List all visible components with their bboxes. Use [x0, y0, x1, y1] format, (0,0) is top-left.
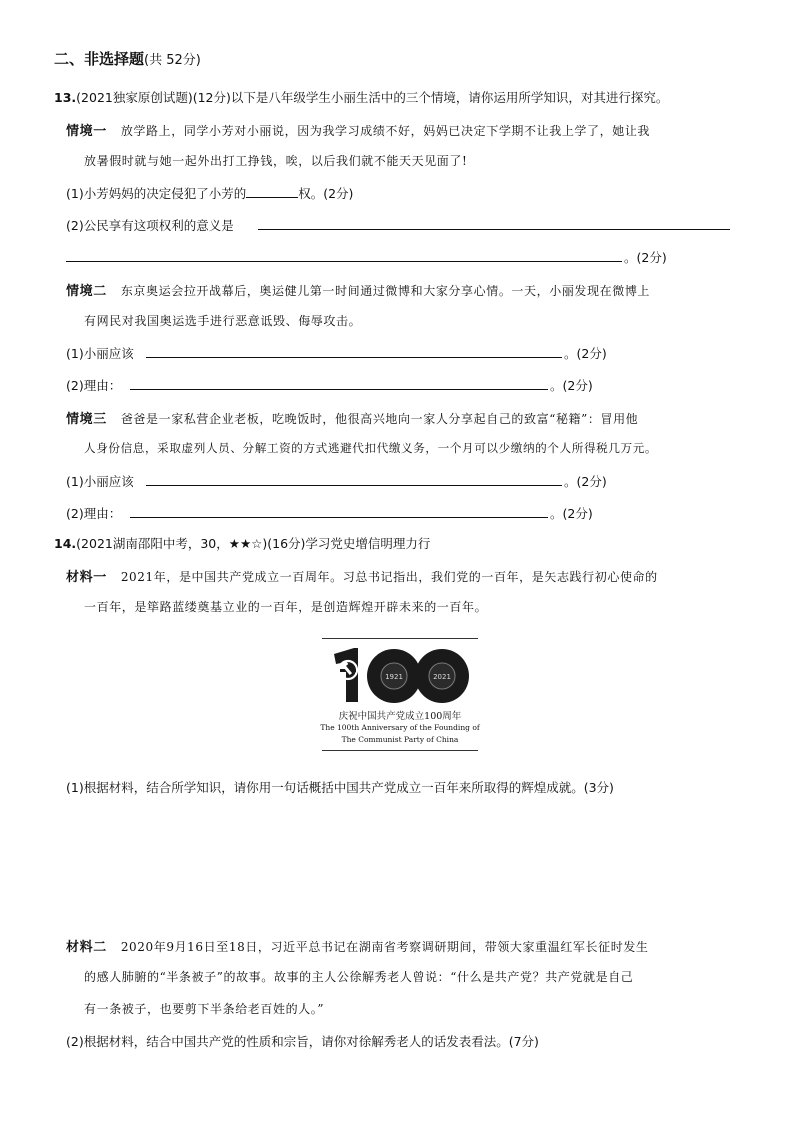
- question-14-text: (2021湖南邵阳中考，30，★★☆)(16分)学习党史增信明理力行: [76, 536, 431, 551]
- question-13-number: 13.: [54, 90, 77, 105]
- material-1-line-2: 一百年，是筚路蓝缕奠基立业的一百年，是创造辉煌开辟未来的一百年。: [84, 600, 488, 614]
- scenario-1-line-2: 放暑假时就与她一起外出打工挣钱，唉，以后我们就不能天天见面了!: [84, 154, 468, 168]
- scenario-2-label: 情境二: [66, 284, 107, 299]
- material-2-text-1: 2020年9月16日至18日，习近平总书记在湖南省考察调研期间，带领大家重温红军长征时发生: [120, 940, 649, 954]
- scenario-1-question-1: [66, 184, 353, 202]
- scenario-2-question-2: (2)理由：: [66, 378, 122, 393]
- scenario-2-line-1: [66, 280, 650, 299]
- s1-q2-answer-line-1[interactable]: [258, 229, 730, 230]
- question-13-text: (2021独家原创试题)(12分)以下是八年级学生小丽生活中的三个情境，请你运用所学知识，对其进行探究。: [76, 90, 669, 105]
- scenario-1-question-2: (2)公民享有这项权利的意义是: [66, 218, 234, 233]
- material-2-line-3: 有一条被子，也要剪下半条给老百姓的人。”: [84, 1002, 325, 1016]
- section-title-text: 二、非选择题: [54, 50, 145, 68]
- s1-q2-points: 。(2分): [624, 250, 667, 265]
- s1-q2-answer-line-2[interactable]: [66, 261, 622, 262]
- anniversary-emblem: [318, 634, 482, 754]
- scenario-1-text-1: 放学路上，同学小芳对小丽说，因为我学习成绩不好，妈妈已决定下学期不让我上学了，她让我: [120, 124, 651, 138]
- emblem-caption-en-1: The 100th Anniversary of the Founding of: [320, 723, 480, 732]
- scenario-1-label: 情境一: [66, 124, 107, 139]
- scenario-3-text-1: 爸爸是一家私营企业老板，吃晚饭时，他很高兴地向一家人分享起自己的致富“秘籍”：冒用他: [120, 412, 639, 426]
- scenario-2-line-2: 有网民对我国奥运选手进行恶意诋毁、侮辱攻击。: [84, 314, 362, 328]
- material-2-line-2: 的感人肺腑的“半条被子”的故事。故事的主人公徐解秀老人曾说：“什么是共产党？共产党就是自己: [84, 970, 634, 984]
- material-1-text-1: 2021年，是中国共产党成立一百周年。习总书记指出，我们党的一百年，是矢志践行初心使命的: [120, 570, 658, 584]
- emblem-top-rule: [322, 638, 478, 639]
- question-14-sub-1: (1)根据材料，结合所学知识，请你用一句话概括中国共产党成立一百年来所取得的辉煌成就。(3分): [66, 780, 614, 795]
- emblem-year-1921: 1921: [385, 673, 403, 681]
- s3-q2-points: 。(2分): [550, 506, 593, 521]
- scenario-3-line-2: 人身份信息，采取虚列人员、分解工资的方式逃避代扣代缴义务，一个月可以少缴纳的个人所得税几万元。: [84, 441, 658, 455]
- section-title: [54, 48, 201, 69]
- section-points: (共 52分): [144, 53, 201, 68]
- emblem-caption-en-2: The Communist Party of China: [341, 735, 459, 744]
- material-1-label: 材料一: [66, 570, 107, 585]
- scenario-2-question-1: (1)小丽应该: [66, 346, 134, 361]
- s3-q2-answer-line[interactable]: [130, 517, 548, 518]
- emblem-100-logo: [328, 642, 472, 708]
- emblem-bottom-rule: [322, 750, 478, 751]
- s2-q1-answer-line[interactable]: [146, 357, 562, 358]
- s1-q1-blank[interactable]: [246, 185, 298, 198]
- s2-q2-points: 。(2分): [550, 378, 593, 393]
- scenario-3-question-2: (2)理由：: [66, 506, 122, 521]
- question-13-header: [54, 88, 668, 106]
- question-14-sub-2: (2)根据材料，结合中国共产党的性质和宗旨，请你对徐解秀老人的话发表看法。(7分): [66, 1034, 539, 1049]
- material-1-line-1: [66, 566, 658, 585]
- emblem-year-2021: 2021: [433, 673, 451, 681]
- s2-q2-answer-line[interactable]: [130, 389, 548, 390]
- s1-q1-suffix: 权。(2分): [298, 186, 354, 201]
- material-2-label: 材料二: [66, 940, 107, 955]
- question-14-header: [54, 534, 430, 552]
- emblem-caption-cn: 庆祝中国共产党成立100周年: [338, 711, 462, 722]
- s2-q1-points: 。(2分): [564, 346, 607, 361]
- scenario-1-line-1: [66, 120, 650, 139]
- scenario-2-text-1: 东京奥运会拉开战幕后，奥运健儿第一时间通过微博和大家分享心情。一天，小丽发现在微博上: [120, 284, 651, 298]
- s3-q1-answer-line[interactable]: [146, 485, 562, 486]
- s1-q1-prefix: (1)小芳妈妈的决定侵犯了小芳的: [66, 186, 247, 201]
- scenario-3-label: 情境三: [66, 412, 107, 427]
- material-2-line-1: [66, 936, 649, 955]
- s3-q1-points: 。(2分): [564, 474, 607, 489]
- question-14-number: 14.: [54, 536, 77, 551]
- scenario-3-question-1: (1)小丽应该: [66, 474, 134, 489]
- scenario-3-line-1: [66, 408, 638, 427]
